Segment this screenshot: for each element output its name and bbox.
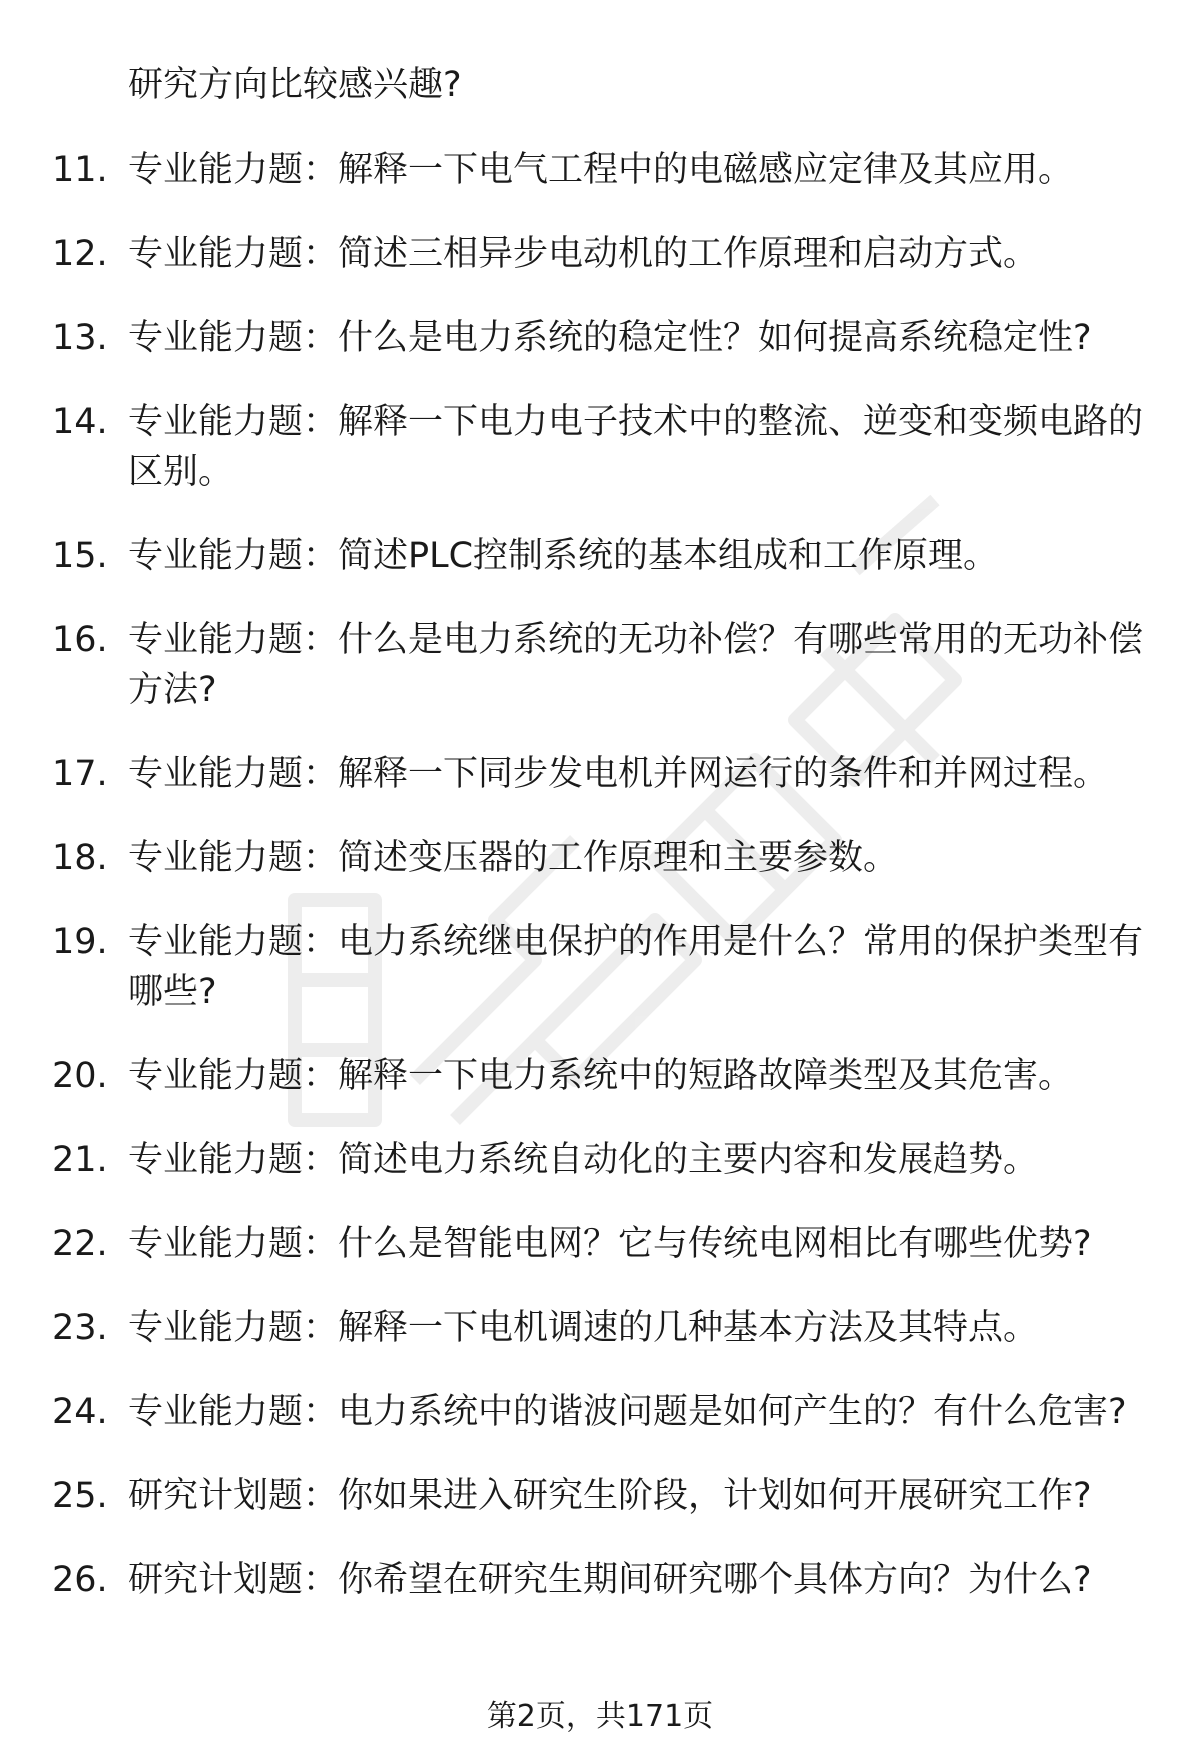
page-indicator: 第2页，共171页: [486, 1699, 714, 1734]
question-item: [0, 1303, 1200, 1353]
question-item: [0, 1471, 1200, 1521]
continuation-text: 研究方向比较感兴趣?: [128, 65, 462, 105]
question-number: 25.: [52, 1476, 108, 1516]
question-text: 专业能力题：简述变压器的工作原理和主要参数。: [128, 838, 899, 878]
question-text: 专业能力题：解释一下同步发电机并网运行的条件和并网过程。: [128, 754, 1109, 794]
question-item: [0, 1135, 1200, 1185]
question-item: [0, 615, 1200, 715]
question-item: [0, 833, 1200, 883]
question-number: 23.: [52, 1308, 108, 1348]
question-item: [0, 1555, 1200, 1605]
question-number: 13.: [52, 318, 108, 358]
question-number: 18.: [52, 838, 108, 878]
question-number: 12.: [52, 234, 108, 274]
question-text: 专业能力题：解释一下电力电子技术中的整流、逆变和变频电路的区别。: [128, 402, 1144, 492]
question-item: [0, 531, 1200, 581]
question-number: 20.: [52, 1056, 108, 1096]
question-item: [0, 917, 1200, 1017]
question-text: 专业能力题：简述PLC控制系统的基本组成和工作原理。: [128, 536, 999, 576]
question-item: [0, 313, 1200, 363]
question-item: [0, 229, 1200, 279]
question-text: 专业能力题：什么是电力系统的无功补偿？有哪些常用的无功补偿方法?: [128, 620, 1144, 710]
question-number: 15.: [52, 536, 108, 576]
question-number: 14.: [52, 402, 108, 442]
question-number: 24.: [52, 1392, 108, 1432]
question-item: [0, 749, 1200, 799]
question-text: 专业能力题：简述三相异步电动机的工作原理和启动方式。: [128, 234, 1039, 274]
question-text: 专业能力题：解释一下电气工程中的电磁感应定律及其应用。: [128, 150, 1074, 190]
question-text: 专业能力题：电力系统中的谐波问题是如何产生的？有什么危害?: [128, 1392, 1127, 1432]
question-item: [0, 1219, 1200, 1269]
question-number: 26.: [52, 1560, 108, 1600]
question-item: [0, 1051, 1200, 1101]
question-list: [0, 145, 1200, 1639]
question-text: 专业能力题：解释一下电机调速的几种基本方法及其特点。: [128, 1308, 1039, 1348]
question-item: [0, 397, 1200, 497]
question-text: 研究计划题：你如果进入研究生阶段，计划如何开展研究工作?: [128, 1476, 1092, 1516]
question-number: 17.: [52, 754, 108, 794]
question-number: 11.: [52, 150, 108, 190]
question-number: 19.: [52, 922, 108, 962]
question-text: 专业能力题：简述电力系统自动化的主要内容和发展趋势。: [128, 1140, 1039, 1180]
question-text: 专业能力题：电力系统继电保护的作用是什么？常用的保护类型有哪些?: [128, 922, 1144, 1012]
question-text: 专业能力题：解释一下电力系统中的短路故障类型及其危害。: [128, 1056, 1074, 1096]
question-number: 16.: [52, 620, 108, 660]
question-number: 22.: [52, 1224, 108, 1264]
question-text: 研究计划题：你希望在研究生期间研究哪个具体方向？为什么?: [128, 1560, 1092, 1600]
question-item: [0, 145, 1200, 195]
question-text: 专业能力题：什么是智能电网？它与传统电网相比有哪些优势?: [128, 1224, 1092, 1264]
question-text: 专业能力题：什么是电力系统的稳定性？如何提高系统稳定性?: [128, 318, 1092, 358]
question-number: 21.: [52, 1140, 108, 1180]
question-item: [0, 1387, 1200, 1437]
